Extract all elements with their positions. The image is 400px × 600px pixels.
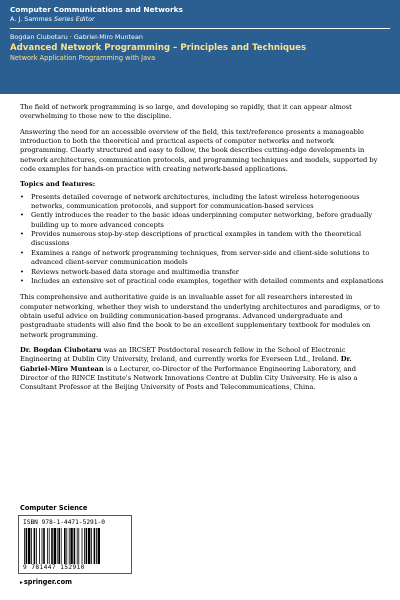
bullet-icon: •	[20, 192, 24, 201]
bullet-icon: •	[20, 230, 24, 239]
barcode-bar	[98, 528, 100, 564]
barcode-bar	[74, 528, 76, 564]
barcode-bar	[84, 528, 85, 564]
topic-item	[20, 268, 384, 277]
topic-text: Examines a range of network programming techniques, from server-side and client-side solutions to advanced client-server communication models	[31, 248, 370, 267]
series-editor-name: A. J. Sammes	[10, 15, 52, 23]
topics-list	[20, 193, 384, 286]
bullet-icon: •	[20, 276, 24, 285]
barcode-bar	[49, 528, 50, 564]
audience-paragraph: This comprehensive and authoritative guide is an invaluable asset for all researchers interested in computer networking, whether they wish to understand the underlying architectures and paradigms, or to obtain useful advice on building communication-based programs. Advanced undergraduate and postgraduate students will also find the book to be an excellent supplementary textbook for modules on network programming.	[20, 293, 380, 339]
series-title: Computer Communications and Networks	[10, 5, 183, 14]
barcode-bar	[78, 528, 79, 564]
topic-text: Presents detailed coverage of network architectures, including the latest wireless heterogeneous networks, communication protocols, and support for communication-based services	[31, 192, 360, 211]
topic-item	[20, 230, 384, 249]
barcode-bar	[69, 528, 70, 564]
topic-item	[20, 277, 384, 286]
topics-heading: Topics and features:	[20, 180, 96, 189]
author-2-name: Dr. Gabriel-Miro Muntean	[20, 355, 352, 373]
barcode-bar	[91, 528, 92, 564]
author-bios	[20, 346, 384, 393]
barcode-bar	[34, 528, 36, 564]
topic-item	[20, 193, 384, 212]
bullet-icon: •	[20, 248, 24, 257]
barcode-bar	[58, 528, 60, 564]
bullet-icon: •	[20, 267, 24, 276]
barcode-graphic	[23, 528, 127, 564]
book-title: Advanced Network Programming – Principles and Techniques	[10, 43, 307, 53]
series-editor	[10, 15, 390, 24]
barcode-bar	[82, 528, 83, 564]
barcode-bar	[36, 528, 37, 564]
publisher-text: springer.com	[23, 578, 72, 586]
series-editor-role: Series Editor	[54, 15, 95, 23]
publisher-url	[20, 578, 72, 586]
barcode-bar	[42, 528, 43, 564]
authors: Bogdan Ciubotaru · Gabriel-Miro Muntean	[10, 33, 143, 41]
barcode-bar	[26, 528, 28, 564]
isbn-label: ISBN 978-1-4471-5291-0	[23, 519, 105, 526]
topic-text: Includes an extensive set of practical code examples, together with detailed comments and explanations	[31, 276, 384, 285]
barcode-bar	[39, 528, 40, 564]
barcode-bar	[70, 528, 72, 564]
arrow-icon: ▸	[20, 580, 23, 586]
barcode-bar	[47, 528, 48, 564]
author-1-bio: was an IRCSET Postdoctoral research fellow in the School of Electronic Engineering at Dublin City University, Ireland, and currently works for Everseen Ltd., Ireland.	[20, 345, 346, 364]
barcode-bar	[96, 528, 97, 564]
bullet-icon: •	[20, 211, 24, 220]
barcode-bar	[88, 528, 90, 564]
barcode-bar	[54, 528, 56, 564]
barcode-bar	[66, 528, 67, 564]
barcode-bar	[31, 528, 32, 564]
barcode-bar	[28, 528, 30, 564]
header-divider	[10, 28, 390, 29]
barcode-number: 9 781447 152910	[23, 564, 85, 571]
barcode-bar	[43, 528, 45, 564]
topic-item	[20, 211, 384, 230]
barcode-bar	[61, 528, 62, 564]
book-subtitle: Network Application Programming with Java	[10, 54, 156, 62]
topic-text: Provides numerous step-by-step descriptions of practical examples in tandem with the theoretical discussions	[31, 230, 362, 248]
barcode-bar	[57, 528, 58, 564]
topic-text: Reviews network-based data storage and multimedia transfer	[31, 267, 239, 276]
barcode-bar	[24, 528, 25, 564]
barcode-bar	[94, 528, 96, 564]
author-1-name: Dr. Bogdan Ciubotaru	[20, 345, 102, 354]
barcode-bar	[64, 528, 66, 564]
blurb	[20, 103, 384, 399]
barcode-bar	[51, 528, 53, 564]
barcode-bar	[77, 528, 78, 564]
cover-header	[0, 0, 400, 94]
subject-category: Computer Science	[20, 504, 88, 512]
description-paragraph: Answering the need for an accessible overview of the field, this text/reference presents a manageable introduction to both the theoretical and practical aspects of computer networks and network programming. Clearly structured and easy to follow, the book describes cutting-edge developments in network architectures, communication protocols, and programming techniques and models, supported by code examples for hands-on practice with creating network-based applications.	[20, 127, 378, 174]
intro-paragraph: The field of network programming is so large, and developing so rapidly, that it can appear almost overwhelming to those new to the discipline.	[20, 103, 352, 121]
barcode-bar	[86, 528, 88, 564]
topic-text: Gently introduces the reader to the basic ideas underpinning computer networking, before gradually building up to more advanced concepts	[31, 211, 373, 229]
author-2-bio: is a Lecturer, co-Director of the Performance Engineering Laboratory, and Director of the RINCE Institute's Network Innovations Centre at Dublin City University. He is also a Consultant Professor at the Beijing University of Posts and Telecommunications, China.	[20, 364, 358, 392]
isbn-barcode-box	[18, 515, 132, 574]
topic-item	[20, 249, 384, 268]
